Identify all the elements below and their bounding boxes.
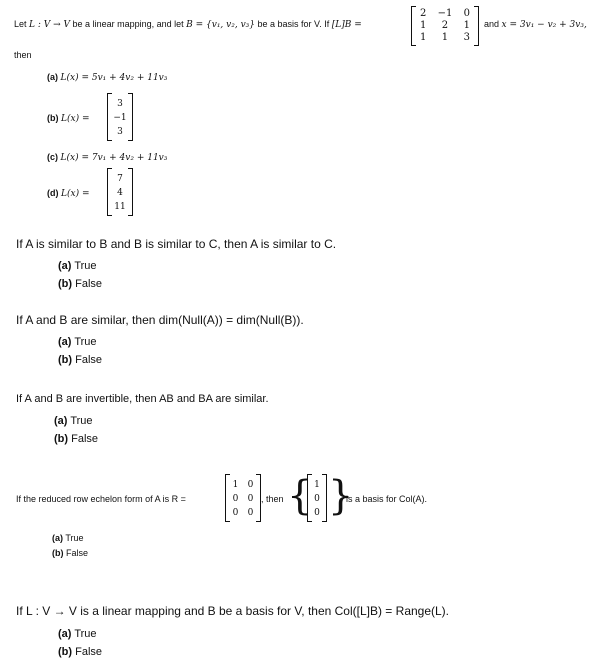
q1-option-c[interactable] (47, 152, 167, 163)
option-label: (b) (47, 113, 59, 123)
q5-set-vector (307, 474, 327, 522)
q1-and: and (484, 19, 500, 29)
matrix-cell: 2 (441, 20, 449, 31)
q5-option-b[interactable] (52, 548, 88, 558)
q1-intro-line (14, 19, 362, 30)
q5-prefix: If the reduced row echelon form of A is R = (16, 494, 186, 504)
vector-cell: 7 (117, 174, 123, 184)
q1-option-b-vector (107, 93, 133, 141)
option-label: (d) (47, 188, 59, 198)
q3-statement: If A and B are similar, then dim(Null(A)) = dim(Null(B)). (16, 313, 304, 327)
matrix-cell: 1 (441, 32, 449, 43)
q1-map-def: L : V → V (29, 20, 71, 30)
q5-matrix (225, 474, 261, 522)
vector-cell: 0 (314, 508, 320, 518)
q2-option-a[interactable] (58, 260, 97, 272)
right-brace-icon: } (328, 473, 354, 519)
vector-cell: 11 (114, 202, 126, 212)
q3-option-b[interactable] (58, 354, 102, 366)
matrix-cell: −1 (437, 8, 453, 19)
left-brace-icon: { (287, 473, 313, 519)
matrix-cell: 0 (232, 508, 239, 518)
option-label: (a) (58, 628, 72, 640)
q4-statement: If A and B are invertible, then AB and BA are similar. (16, 393, 269, 405)
matrix-cell: 2 (419, 8, 427, 19)
q1-matrix (411, 6, 479, 46)
vector-cell: 3 (117, 127, 123, 137)
q1-option-d-vector (107, 168, 133, 216)
option-label: (a) (52, 533, 63, 543)
option-text: L(x) = 5v₁ + 4v₂ + 11v₃ (60, 73, 168, 83)
matrix-cell: 1 (419, 20, 427, 31)
option-label: (a) (58, 336, 72, 348)
matrix-cell: 1 (463, 20, 471, 31)
q1-x-line (484, 19, 587, 30)
matrix-cell: 0 (247, 480, 254, 490)
q4-option-a[interactable] (54, 415, 93, 427)
matrix-cell: 0 (232, 494, 239, 504)
q5-then: , then (261, 494, 284, 504)
q1-option-a[interactable] (47, 72, 167, 83)
q6-option-a[interactable] (58, 628, 97, 640)
option-label: (b) (52, 548, 64, 558)
option-label: (b) (58, 646, 73, 658)
q1-option-d[interactable] (47, 188, 90, 199)
q1-option-b[interactable] (47, 113, 90, 124)
matrix-cell: 0 (247, 508, 254, 518)
option-text: L(x) = (61, 114, 90, 124)
matrix-cell: 3 (463, 32, 471, 43)
q1-x-def: x = 3v₁ − v₂ + 3v₃, (501, 20, 587, 30)
q6-option-b[interactable] (58, 646, 102, 658)
vector-cell: 4 (117, 188, 123, 198)
q1-prefix: Let (14, 19, 27, 29)
option-text: True (70, 415, 93, 427)
q1-basis-def: B = {v₁, v₂, v₃} (186, 20, 255, 30)
matrix-cell: 0 (247, 494, 254, 504)
option-text: True (74, 628, 97, 640)
q5-option-a[interactable] (52, 533, 84, 543)
option-text: True (74, 260, 97, 272)
q4-option-b[interactable] (54, 433, 98, 445)
option-label: (b) (54, 433, 69, 445)
option-text: L(x) = (61, 189, 90, 199)
option-text: True (74, 336, 97, 348)
q2-option-b[interactable] (58, 278, 102, 290)
vector-cell: 3 (117, 99, 123, 109)
matrix-cell: 1 (419, 32, 427, 43)
q6-statement: If L : V → V is a linear mapping and B be a basis for V, then Col([L]B) = Range(L). (16, 604, 450, 618)
matrix-cell: 0 (463, 8, 471, 19)
option-text: False (71, 433, 99, 445)
q1-then: then (14, 50, 32, 60)
option-text: False (66, 548, 89, 558)
option-text: L(x) = 7v₁ + 4v₂ + 11v₃ (60, 153, 168, 163)
option-text: False (75, 278, 103, 290)
option-label: (a) (47, 72, 58, 82)
option-label: (b) (58, 354, 73, 366)
option-text: False (75, 646, 103, 658)
option-text: False (75, 354, 103, 366)
q3-option-a[interactable] (58, 336, 97, 348)
q1-matrix-name: [L]B = (331, 20, 362, 30)
option-label: (a) (54, 415, 68, 427)
vector-cell: 1 (314, 480, 320, 490)
q1-be-linear: be a linear mapping, and let (72, 19, 184, 29)
vector-cell: −1 (113, 113, 127, 123)
q2-statement: If A is similar to B and B is similar to C, then A is similar to C. (16, 237, 337, 251)
option-text: True (65, 533, 84, 543)
q5-suffix: is a basis for Col(A). (346, 494, 428, 504)
option-label: (b) (58, 278, 73, 290)
option-label: (c) (47, 152, 58, 162)
matrix-cell: 1 (232, 480, 239, 490)
q1-basis-for: be a basis for V. If (257, 19, 330, 29)
vector-cell: 0 (314, 494, 320, 504)
option-label: (a) (58, 260, 72, 272)
